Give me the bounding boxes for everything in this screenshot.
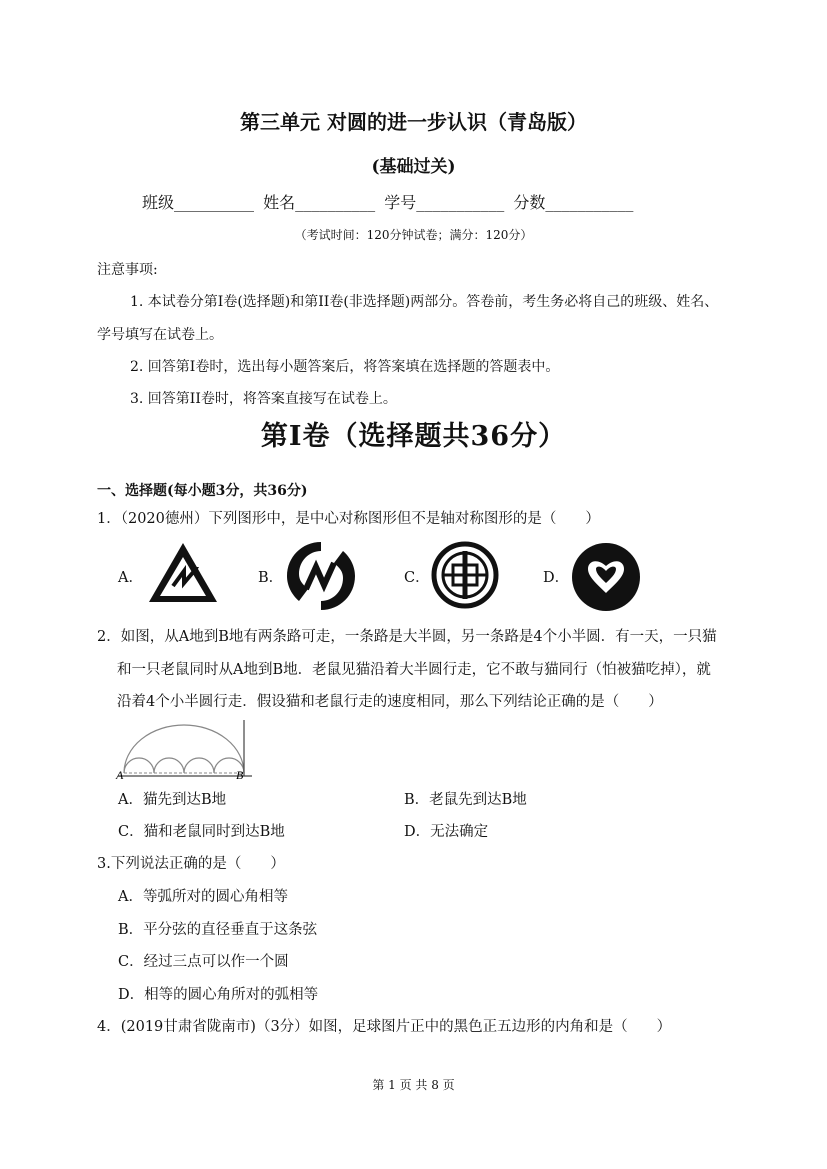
q1-option-a-label: A．: [118, 570, 143, 586]
score-field: 分数___________: [513, 193, 634, 212]
page-title: 第三单元 对圆的进一步认识（青岛版）: [240, 110, 587, 134]
volume-title: 第I卷（选择题共36分）: [260, 421, 567, 452]
q2-option-c: C．猫和老鼠同时到达B地: [118, 824, 285, 840]
point-a-label: A: [116, 768, 124, 782]
q1-option-c-label: C．: [404, 570, 430, 586]
note-item: 1. 本试卷分第I卷(选择题)和第II卷(非选择题)两部分。答卷前，考生务必将自己的班级、姓名、: [130, 294, 719, 310]
heart-circle-emblem-icon: [570, 541, 642, 613]
note-item: 3. 回答第II卷时，将答案直接写在试卷上。: [130, 391, 397, 407]
question-2-stem-line: 和一只老鼠同时从A地到B地．老鼠见猫沿着大半圆行走，它不敢与猫同行（怕被猫吃掉），就: [117, 662, 711, 678]
q2-option-b: B．老鼠先到达B地: [404, 792, 527, 808]
question-1-stem: 1．（2020德州）下列图形中，是中心对称图形但不是轴对称图形的是（ ）: [97, 511, 600, 527]
q1-option-b-label: B．: [258, 570, 284, 586]
q1-option-d-label: D．: [543, 570, 570, 586]
name-field: 姓名__________: [263, 193, 376, 212]
exam-note: （考试时间：120分钟试卷；满分：120分）: [294, 228, 533, 242]
class-field: 班级__________: [142, 193, 255, 212]
question-2-stem-line: 2．如图，从A地到B地有两条路可走，一条路是大半圆，另一条路是4个小半圆．有一天，一只猫: [97, 629, 717, 645]
q2-option-d: D．无法确定: [404, 824, 489, 840]
student-id-field: 学号___________: [384, 193, 505, 212]
section-title: 一、选择题(每小题3分，共36分): [97, 483, 308, 499]
semicircle-paths-figure: [116, 718, 256, 782]
notes-heading: 注意事项:: [97, 262, 158, 278]
q2-option-a: A．猫先到达B地: [118, 792, 227, 808]
q3-option-a: A．等弧所对的圆心角相等: [118, 889, 288, 905]
question-3-stem: 3.下列说法正确的是（ ）: [97, 856, 285, 872]
q3-option-c: C．经过三点可以作一个圆: [118, 954, 289, 970]
note-item: 2. 回答第I卷时，选出每小题答案后，将答案填在选择题的答题表中。: [130, 359, 560, 375]
q3-option-d: D．相等的圆心角所对的弧相等: [118, 987, 319, 1003]
note-item: 学号填写在试卷上。: [97, 327, 223, 343]
question-4-stem: 4．(2019甘肃省陇南市)（3分）如图，足球图片正中的黑色正五边形的内角和是（ ）: [97, 1019, 672, 1035]
circle-emblem-icon: [431, 541, 499, 609]
page-subtitle: (基础过关): [371, 157, 456, 177]
swirl-emblem-icon: [284, 539, 358, 613]
question-2-stem-line: 沿着4个小半圆行走．假设猫和老鼠行走的速度相同，那么下列结论正确的是（ ）: [117, 694, 663, 710]
warning-triangle-icon: [146, 540, 220, 606]
point-b-label: B: [236, 768, 244, 782]
student-info-row: [142, 190, 637, 213]
page-footer: 第 1 页 共 8 页: [372, 1078, 455, 1092]
q3-option-b: B．平分弦的直径垂直于这条弦: [118, 922, 318, 938]
